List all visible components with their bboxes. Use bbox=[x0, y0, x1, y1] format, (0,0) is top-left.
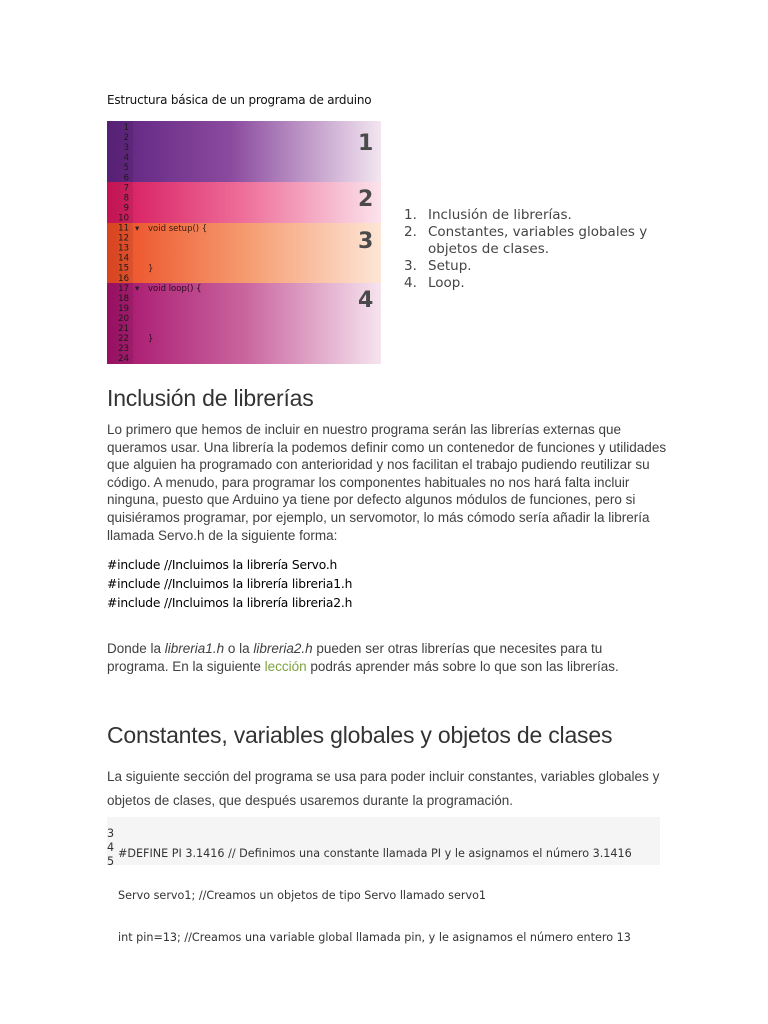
diagram-line-number: 18 bbox=[118, 293, 129, 304]
list-text: Inclusión de librerías. bbox=[428, 207, 572, 223]
loop-close: } bbox=[148, 334, 154, 344]
structure-list bbox=[404, 207, 674, 292]
block-4 bbox=[107, 283, 381, 364]
list-text: Loop. bbox=[428, 275, 465, 291]
lesson-link[interactable]: lección bbox=[264, 658, 307, 674]
library-name: libreria1.h bbox=[164, 641, 225, 656]
diagram-line-number: 20 bbox=[118, 313, 129, 324]
code-line: int pin=13; //Creamos una variable global llamada pin, y le asignamos el número entero 13 bbox=[118, 931, 631, 944]
diagram-line-number: 10 bbox=[118, 213, 129, 224]
diagram-line-number: 13 bbox=[118, 243, 129, 254]
text-fragment: o la bbox=[224, 641, 254, 656]
block-1 bbox=[107, 121, 381, 182]
diagram-line-number: 1 bbox=[123, 123, 129, 133]
code-source bbox=[118, 819, 632, 973]
diagram-line-number: 4 bbox=[123, 153, 129, 164]
arduino-structure-diagram bbox=[107, 121, 381, 364]
loop-code: void loop() { bbox=[148, 284, 202, 294]
list-number: 3. bbox=[404, 258, 417, 274]
text-fragment: Donde la bbox=[107, 641, 165, 656]
code-line-number: 3 bbox=[107, 827, 115, 840]
text-fragment: pueden ser otras librerías que necesites para tu programa. En la siguiente bbox=[107, 641, 603, 674]
diagram-line-number: 22 bbox=[118, 334, 129, 345]
section-heading-constants: Constantes, variables globales y objetos de clases bbox=[107, 722, 613, 748]
loop-arrow: ▾ bbox=[135, 284, 140, 294]
libraries-note bbox=[107, 640, 667, 675]
block-2 bbox=[107, 182, 381, 223]
text-fragment: podrás aprender más sobre lo que son las librerías. bbox=[306, 658, 619, 674]
section-number-3: 3 bbox=[358, 229, 374, 254]
library-name: libreria2.h bbox=[253, 641, 313, 656]
diagram-line-number: 17 bbox=[118, 283, 129, 294]
libraries-paragraph: Lo primero que hemos de incluir en nuestro programa serán las librerías externas que queramos usar. Una librería la podemos definir como un contenedor de funciones y utilidades que alguien ha programado con anterioridad y nos facilitan el trabajo pudiendo reutilizar su código. A menudo, para programar los componentes habituales no nos hará falta incluir ninguna, puesto que Arduino ya tiene por defecto algunos módulos de funciones, pero si quisiéramos programar, por ejemplo, un servomotor, lo más cómodo sería añadir la librería llamada Servo.h de la siguiente forma: bbox=[107, 422, 667, 543]
diagram-line-number: 16 bbox=[118, 273, 129, 284]
diagram-line-number: 2 bbox=[123, 133, 129, 144]
list-item bbox=[404, 224, 674, 258]
diagram-line-number: 19 bbox=[118, 303, 129, 314]
diagram-line-number: 5 bbox=[123, 163, 129, 174]
diagram-line-number: 6 bbox=[123, 173, 129, 184]
list-item bbox=[404, 207, 674, 224]
diagram-line-number: 8 bbox=[123, 193, 129, 204]
diagram-line-number: 7 bbox=[123, 183, 129, 194]
diagram-svg bbox=[107, 121, 381, 364]
code-line: #DEFINE PI 3.1416 // Definimos una constante llamada PI y le asignamos el número 3.1416 bbox=[118, 847, 632, 860]
section-heading-libraries: Inclusión de librerías bbox=[107, 385, 314, 411]
include-line: #include //Incluimos la librería libreria1.h bbox=[107, 577, 353, 591]
include-line: #include //Incluimos la librería Servo.h bbox=[107, 558, 338, 572]
diagram-line-number: 14 bbox=[118, 253, 129, 264]
diagram-line-number: 3 bbox=[123, 143, 129, 154]
diagram-line-number: 9 bbox=[123, 203, 129, 214]
code-line-numbers bbox=[107, 827, 117, 869]
code-line-number: 4 bbox=[107, 841, 115, 854]
setup-close: } bbox=[148, 264, 154, 274]
include-line: #include //Incluimos la librería libreria2.h bbox=[107, 596, 353, 610]
list-text: Constantes, variables globales y objetos de clases. bbox=[428, 224, 648, 257]
list-item bbox=[404, 275, 674, 292]
intro-title: Estructura básica de un programa de arduino bbox=[107, 93, 372, 107]
section-number-2: 2 bbox=[358, 187, 374, 212]
list-number: 4. bbox=[404, 275, 417, 291]
code-block bbox=[107, 817, 660, 944]
setup-arrow: ▾ bbox=[135, 224, 140, 234]
diagram-line-number: 15 bbox=[118, 263, 129, 274]
list-text: Setup. bbox=[428, 258, 472, 274]
constants-paragraph: La siguiente sección del programa se usa para poder incluir constantes, variables globales y objetos de clases, que después usaremos durante la programación. bbox=[107, 769, 660, 808]
list-number: 1. bbox=[404, 207, 417, 223]
section-number-1: 1 bbox=[358, 131, 374, 156]
include-lines bbox=[107, 556, 352, 613]
section-number-4: 4 bbox=[358, 288, 374, 313]
diagram-line-number: 11 bbox=[118, 223, 129, 234]
code-line: Servo servo1; //Creamos un objetos de tipo Servo llamado servo1 bbox=[118, 889, 487, 902]
code-line-number: 5 bbox=[107, 855, 115, 868]
diagram-line-number: 12 bbox=[118, 233, 129, 244]
list-item bbox=[404, 258, 674, 275]
diagram-line-number: 23 bbox=[118, 344, 129, 355]
diagram-line-number: 24 bbox=[118, 354, 129, 364]
setup-code: void setup() { bbox=[148, 224, 208, 234]
diagram-line-number: 21 bbox=[118, 324, 129, 334]
list-number: 2. bbox=[404, 224, 417, 240]
